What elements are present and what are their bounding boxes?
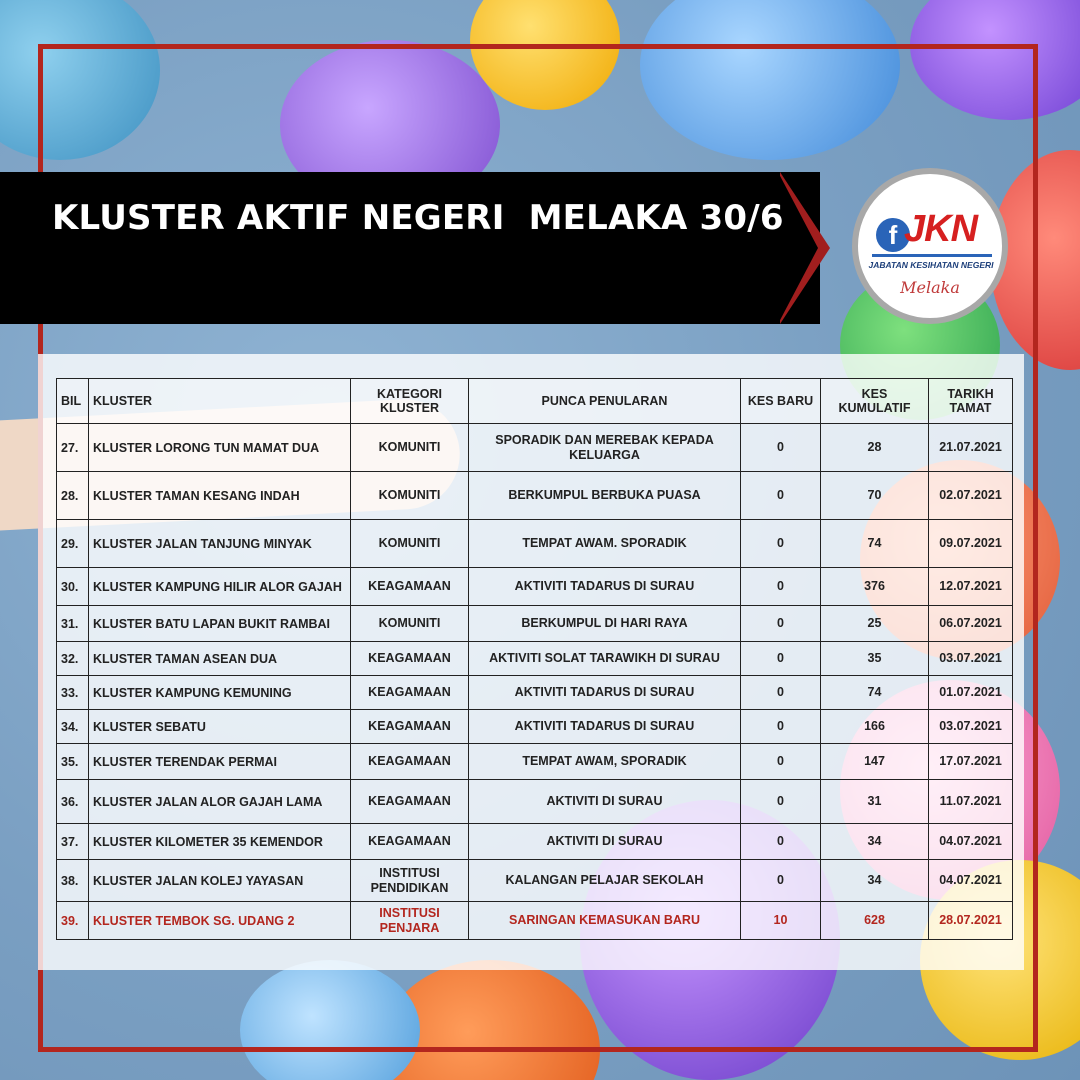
cell-bil: 28. — [57, 472, 89, 520]
title-banner — [0, 172, 820, 324]
cell-kes-baru: 0 — [741, 860, 821, 902]
cell-kes-kumulatif: 628 — [821, 902, 929, 940]
cell-kategori: KEAGAMAAN — [351, 824, 469, 860]
cell-bil: 27. — [57, 424, 89, 472]
cell-kes-kumulatif: 31 — [821, 780, 929, 824]
header-kes-baru: KES BARU — [741, 379, 821, 424]
table-row — [57, 710, 1013, 744]
cell-tarikh-tamat: 06.07.2021 — [929, 606, 1013, 642]
cell-punca: TEMPAT AWAM, SPORADIK — [469, 744, 741, 780]
cell-punca: KALANGAN PELAJAR SEKOLAH — [469, 860, 741, 902]
cell-punca: AKTIVITI TADARUS DI SURAU — [469, 568, 741, 606]
cell-kluster: KLUSTER JALAN KOLEJ YAYASAN — [89, 860, 351, 902]
cell-kes-kumulatif: 34 — [821, 824, 929, 860]
cell-kluster: KLUSTER TEMBOK SG. UDANG 2 — [89, 902, 351, 940]
cell-kes-baru: 0 — [741, 472, 821, 520]
cell-bil: 36. — [57, 780, 89, 824]
logo-name: JKN — [904, 208, 978, 250]
cell-kluster: KLUSTER LORONG TUN MAMAT DUA — [89, 424, 351, 472]
cell-bil: 34. — [57, 710, 89, 744]
cell-kluster: KLUSTER JALAN TANJUNG MINYAK — [89, 520, 351, 568]
table-row — [57, 744, 1013, 780]
cell-kluster: KLUSTER KAMPUNG KEMUNING — [89, 676, 351, 710]
cell-kategori: KOMUNITI — [351, 424, 469, 472]
cell-tarikh-tamat: 03.07.2021 — [929, 642, 1013, 676]
cluster-table — [56, 378, 1013, 940]
cell-punca: SARINGAN KEMASUKAN BARU — [469, 902, 741, 940]
cell-punca: TEMPAT AWAM. SPORADIK — [469, 520, 741, 568]
page-title: KLUSTER AKTIF NEGERI MELAKA 30/6 — [52, 198, 784, 238]
cell-tarikh-tamat: 28.07.2021 — [929, 902, 1013, 940]
cell-punca: AKTIVITI DI SURAU — [469, 824, 741, 860]
header-punca: PUNCA PENULARAN — [469, 379, 741, 424]
cell-kategori: KEAGAMAAN — [351, 642, 469, 676]
cell-kes-baru: 0 — [741, 520, 821, 568]
cell-punca: AKTIVITI TADARUS DI SURAU — [469, 710, 741, 744]
header-kes-kumulatif: KES KUMULATIF — [821, 379, 929, 424]
header-tarikh-tamat: TARIKH TAMAT — [929, 379, 1013, 424]
cell-kes-kumulatif: 166 — [821, 710, 929, 744]
cell-tarikh-tamat: 02.07.2021 — [929, 472, 1013, 520]
cell-kluster: KLUSTER BATU LAPAN BUKIT RAMBAI — [89, 606, 351, 642]
cell-kes-kumulatif: 376 — [821, 568, 929, 606]
cell-kes-kumulatif: 28 — [821, 424, 929, 472]
cell-kategori: INSTITUSI PENDIDIKAN — [351, 860, 469, 902]
cell-tarikh-tamat: 11.07.2021 — [929, 780, 1013, 824]
cell-bil: 32. — [57, 642, 89, 676]
cell-kluster: KLUSTER JALAN ALOR GAJAH LAMA — [89, 780, 351, 824]
cell-kes-baru: 0 — [741, 424, 821, 472]
cell-kes-baru: 0 — [741, 568, 821, 606]
cell-tarikh-tamat: 12.07.2021 — [929, 568, 1013, 606]
cell-kes-baru: 0 — [741, 642, 821, 676]
cell-kluster: KLUSTER KILOMETER 35 KEMENDOR — [89, 824, 351, 860]
cell-bil: 33. — [57, 676, 89, 710]
cell-kes-kumulatif: 74 — [821, 676, 929, 710]
table-row — [57, 472, 1013, 520]
cell-bil: 31. — [57, 606, 89, 642]
logo-subtitle: JABATAN KESIHATAN NEGERI — [868, 260, 994, 270]
cell-kes-kumulatif: 35 — [821, 642, 929, 676]
cell-bil: 39. — [57, 902, 89, 940]
cell-kategori: KEAGAMAAN — [351, 780, 469, 824]
logo-state: Melaka — [900, 278, 960, 297]
cell-tarikh-tamat: 09.07.2021 — [929, 520, 1013, 568]
cell-punca: AKTIVITI SOLAT TARAWIKH DI SURAU — [469, 642, 741, 676]
table-row — [57, 860, 1013, 902]
cell-kategori: KEAGAMAAN — [351, 744, 469, 780]
cell-kategori: KOMUNITI — [351, 472, 469, 520]
cell-bil: 37. — [57, 824, 89, 860]
cell-kategori: KEAGAMAAN — [351, 710, 469, 744]
cell-tarikh-tamat: 21.07.2021 — [929, 424, 1013, 472]
table-row — [57, 424, 1013, 472]
cell-tarikh-tamat: 04.07.2021 — [929, 824, 1013, 860]
cell-punca: SPORADIK DAN MEREBAK KEPADA KELUARGA — [469, 424, 741, 472]
cell-punca: AKTIVITI DI SURAU — [469, 780, 741, 824]
cell-kluster: KLUSTER TAMAN KESANG INDAH — [89, 472, 351, 520]
header-kategori: KATEGORI KLUSTER — [351, 379, 469, 424]
cell-kes-baru: 0 — [741, 676, 821, 710]
cell-kes-kumulatif: 74 — [821, 520, 929, 568]
cell-punca: BERKUMPUL DI HARI RAYA — [469, 606, 741, 642]
cell-kluster: KLUSTER KAMPUNG HILIR ALOR GAJAH — [89, 568, 351, 606]
cell-kluster: KLUSTER TERENDAK PERMAI — [89, 744, 351, 780]
cell-tarikh-tamat: 17.07.2021 — [929, 744, 1013, 780]
cell-kes-kumulatif: 147 — [821, 744, 929, 780]
cell-kes-baru: 0 — [741, 710, 821, 744]
table-row — [57, 568, 1013, 606]
cell-kategori: KOMUNITI — [351, 520, 469, 568]
cell-punca: AKTIVITI TADARUS DI SURAU — [469, 676, 741, 710]
cell-bil: 29. — [57, 520, 89, 568]
cell-kes-kumulatif: 34 — [821, 860, 929, 902]
cell-punca: BERKUMPUL BERBUKA PUASA — [469, 472, 741, 520]
header-bil: BIL — [57, 379, 89, 424]
cell-kluster: KLUSTER TAMAN ASEAN DUA — [89, 642, 351, 676]
cell-kes-kumulatif: 25 — [821, 606, 929, 642]
table-header-row — [57, 379, 1013, 424]
cell-kategori: INSTITUSI PENJARA — [351, 902, 469, 940]
cell-bil: 35. — [57, 744, 89, 780]
logo-divider — [872, 254, 992, 257]
cell-bil: 38. — [57, 860, 89, 902]
facebook-icon: f — [876, 218, 910, 252]
cell-kluster: KLUSTER SEBATU — [89, 710, 351, 744]
cell-tarikh-tamat: 03.07.2021 — [929, 710, 1013, 744]
cell-kes-baru: 0 — [741, 824, 821, 860]
banner-arrow-inner — [778, 172, 818, 324]
table-row — [57, 520, 1013, 568]
table-row — [57, 824, 1013, 860]
header-kluster: KLUSTER — [89, 379, 351, 424]
table-row — [57, 902, 1013, 940]
cell-kes-kumulatif: 70 — [821, 472, 929, 520]
cell-tarikh-tamat: 01.07.2021 — [929, 676, 1013, 710]
cell-kategori: KOMUNITI — [351, 606, 469, 642]
cell-kes-baru: 0 — [741, 744, 821, 780]
cell-kes-baru: 10 — [741, 902, 821, 940]
table-row — [57, 642, 1013, 676]
cell-tarikh-tamat: 04.07.2021 — [929, 860, 1013, 902]
table-row — [57, 780, 1013, 824]
cell-kategori: KEAGAMAAN — [351, 676, 469, 710]
cell-bil: 30. — [57, 568, 89, 606]
jkn-logo — [852, 168, 1008, 324]
cell-kes-baru: 0 — [741, 780, 821, 824]
table-row — [57, 676, 1013, 710]
table-row — [57, 606, 1013, 642]
cell-kategori: KEAGAMAAN — [351, 568, 469, 606]
cell-kes-baru: 0 — [741, 606, 821, 642]
